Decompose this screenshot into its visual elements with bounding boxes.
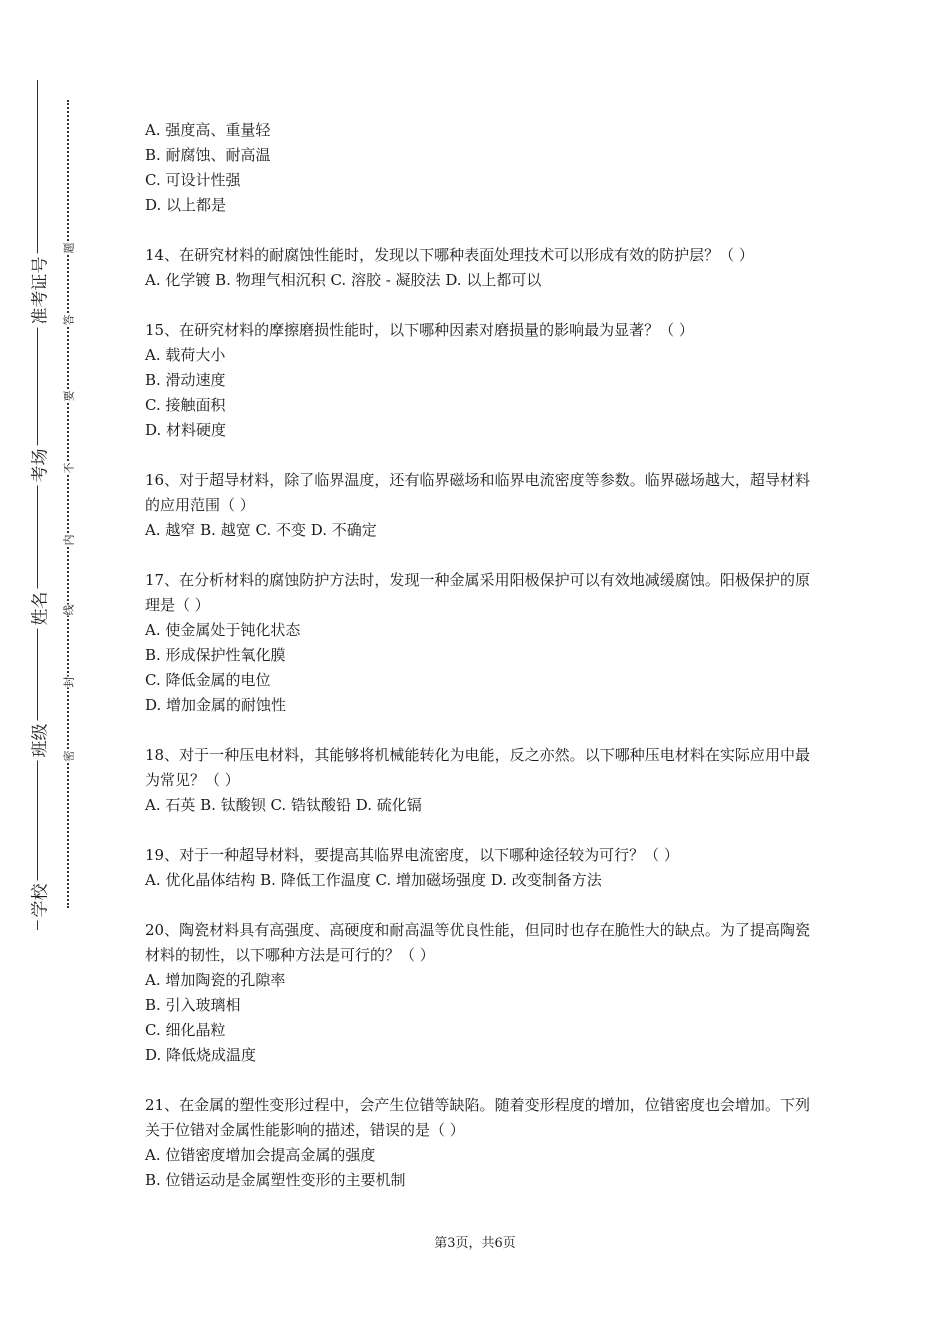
option: A. 优化晶体结构 B. 降低工作温度 C. 增加磁场强度 D. 改变制备方法 [145,871,602,889]
option: C. 接触面积 [145,396,226,414]
question-stem: 20、陶瓷材料具有高强度、高硬度和耐高温等优良性能，但同时也存在脆性大的缺点。为了提高陶瓷材料的韧性，以下哪种方法是可行的？（ ） [145,921,810,964]
seal-dotted-line [67,100,69,908]
school-field [18,840,58,960]
page-number: 第3页，共6页 [434,1236,516,1251]
question-18 [145,743,810,818]
seal-char: 密 [58,746,78,766]
field-label: 姓名 [26,588,51,628]
field-label: 准考证号 [26,253,51,327]
question-stem: 18、对于一种压电材料，其能够将机械能转化为电能，反之亦然。以下哪种压电材料在实际应用中最为常见？（ ） [145,746,810,789]
class-field [18,680,58,800]
field-label: 学校 [26,880,51,920]
question-21 [145,1093,810,1193]
name-field [18,548,58,668]
option: A. 使金属处于钝化状态 [145,621,301,639]
continued-options [145,118,810,218]
field-label: 班级 [26,720,51,760]
exam-room-field [18,405,58,525]
seal-line-area [58,100,78,908]
question-stem: 19、对于一种超导材料，要提高其临界电流密度，以下哪种途径较为可行？（ ） [145,846,679,864]
option: B. 形成保护性氧化膜 [145,646,286,664]
option: D. 降低烧成温度 [145,1046,257,1064]
exam-number-field [18,230,58,350]
seal-char: 要 [58,386,78,406]
question-14 [145,243,810,293]
option: A. 载荷大小 [145,346,226,364]
option: C. 细化晶粒 [145,1021,226,1039]
option: A. 位错密度增加会提高金属的强度 [145,1146,376,1164]
question-16 [145,468,810,543]
question-stem: 14、在研究材料的耐腐蚀性能时，发现以下哪种表面处理技术可以形成有效的防护层？（ ） [145,246,754,264]
seal-char: 题 [58,238,78,258]
binding-margin [18,80,58,930]
question-stem: 21、在金属的塑性变形过程中，会产生位错等缺陷。随着变形程度的增加，位错密度也会增加。下列关于位错对金属性能影响的描述，错误的是（ ） [145,1096,810,1139]
seal-char: 线 [58,600,78,620]
question-stem: 16、对于超导材料，除了临界温度，还有临界磁场和临界电流密度等参数。临界磁场越大，超导材料的应用范围（ ） [145,471,810,514]
question-stem: 17、在分析材料的腐蚀防护方法时，发现一种金属采用阳极保护可以有效地减缓腐蚀。阳极保护的原理是（ ） [145,571,810,614]
field-label: 考场 [26,445,51,485]
seal-char: 不 [58,458,78,478]
option: B. 耐腐蚀、耐高温 [145,146,271,164]
option: B. 引入玻璃相 [145,996,241,1014]
question-19 [145,843,810,893]
option: C. 降低金属的电位 [145,671,271,689]
option: D. 增加金属的耐蚀性 [145,696,287,714]
option: D. 以上都是 [145,196,227,214]
question-17 [145,568,810,718]
seal-char: 内 [58,530,78,550]
option: B. 滑动速度 [145,371,226,389]
option: A. 化学镀 B. 物理气相沉积 C. 溶胶 - 凝胶法 D. 以上都可以 [145,271,542,289]
option: C. 可设计性强 [145,171,241,189]
exam-content [145,118,810,1218]
seal-char: 答 [58,310,78,330]
option: A. 越窄 B. 越宽 C. 不变 D. 不确定 [145,521,377,539]
question-15 [145,318,810,443]
option: A. 增加陶瓷的孔隙率 [145,971,286,989]
option: B. 位错运动是金属塑性变形的主要机制 [145,1171,406,1189]
option: A. 石英 B. 钛酸钡 C. 锆钛酸铅 D. 硫化镉 [145,796,422,814]
option: D. 材料硬度 [145,421,227,439]
seal-char: 封 [58,672,78,692]
option: A. 强度高、重量轻 [145,121,271,139]
question-20 [145,918,810,1068]
question-stem: 15、在研究材料的摩擦磨损性能时，以下哪种因素对磨损量的影响最为显著？（ ） [145,321,694,339]
